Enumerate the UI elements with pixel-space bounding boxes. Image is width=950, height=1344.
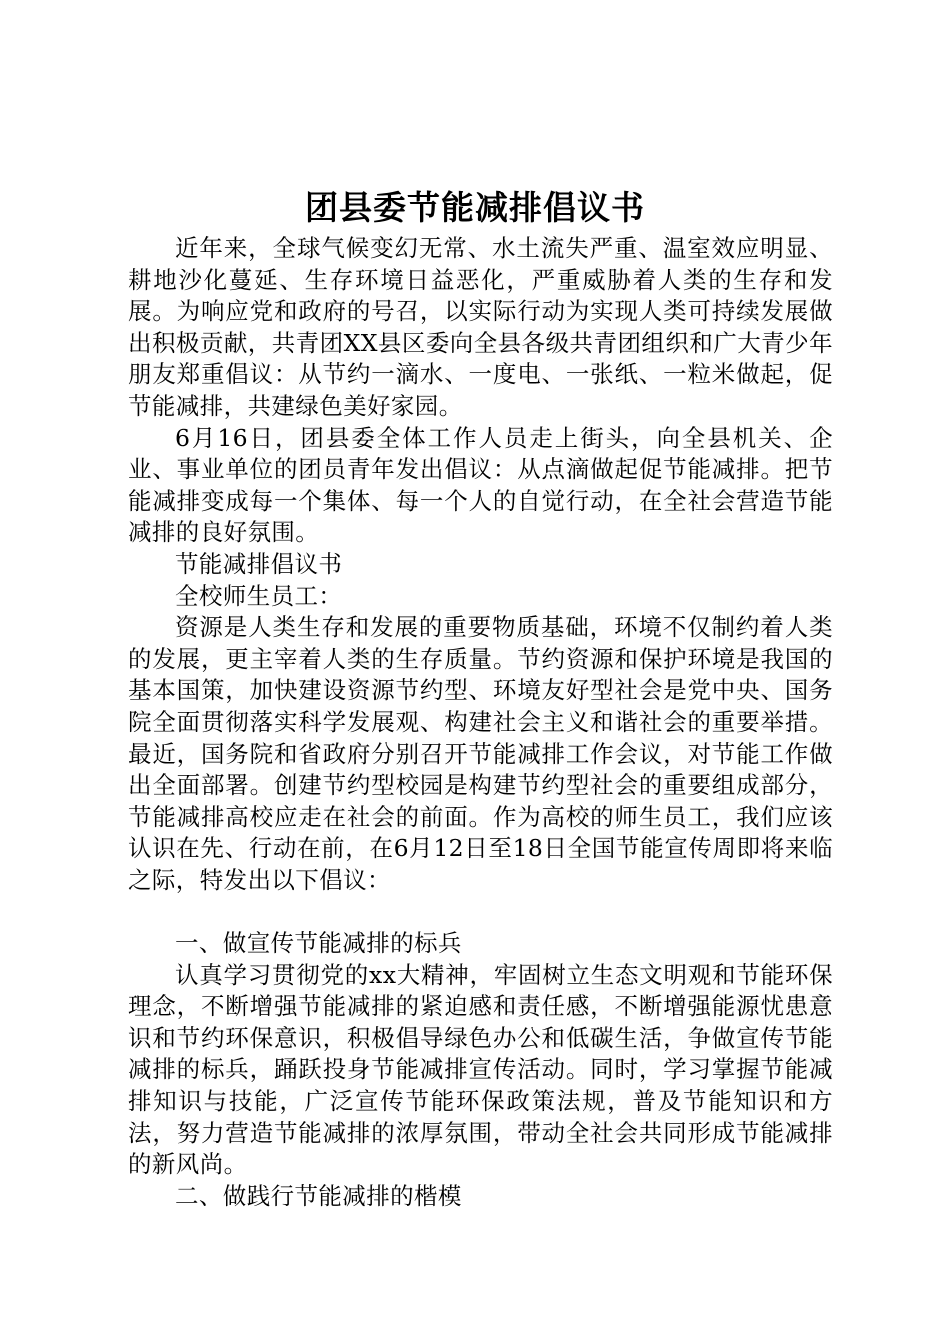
salutation: 全校师生员工： <box>175 581 343 610</box>
paragraph-event: 6月16日，团县委全体工作人员走上街头，向全县机关、企业、事业单位的团员青年发出倡议：从点滴做起促节能减排。把节能减排变成每一个集体、每一个人的自觉行动，在全社会营造节能减排的良好氛围。 <box>128 423 833 547</box>
blank-line <box>128 896 833 928</box>
paragraph-resources: 资源是人类生存和发展的重要物质基础，环境不仅制约着人类的发展，更主宰着人类的生存质量。节约资源和保护环境是我国的基本国策，加快建设资源节约型、环境友好型社会是党中央、国务院全面贯彻落实科学发展观、构建社会主义和谐社会的重要举措。最近，国务院和省政府分别召开节能减排工作会议，对节能工作做出全面部署。创建节约型校园是构建节约型社会的重要组成部分，节能减排高校应走在社会的前面。作为高校的师生员工，我们应该认识在先、行动在前，在6月12日至18日全国节能宣传周即将来临之际，特发出以下倡议： <box>128 613 833 894</box>
document-body <box>128 233 833 1212</box>
paragraph-item-1: 认真学习贯彻党的xx大精神，牢固树立生态文明观和节能环保理念，不断增强节能减排的紧迫感和责任感，不断增强能源忧患意识和节约环保意识，积极倡导绿色办公和低碳生活，争做宣传节能减排的标兵，踊跃投身节能减排宣传活动。同时，学习掌握节能减排知识与技能，广泛宣传节能环保政策法规，普及节能知识和方法，努力营造节能减排的浓厚氛围，带动全社会共同形成节能减排的新风尚。 <box>128 960 833 1179</box>
heading-item-2: 二、做践行节能减排的楷模 <box>175 1181 462 1210</box>
heading-item-1: 一、做宣传节能减排的标兵 <box>175 929 462 958</box>
paragraph-intro: 近年来，全球气候变幻无常、水土流失严重、温室效应明显、耕地沙化蔓延、生存环境日益恶化，严重威胁着人类的生存和发展。为响应党和政府的号召，以实际行动为实现人类可持续发展做出积极贡献，共青团XX县区委向全县各级共青团组织和广大青少年朋友郑重倡议：从节约一滴水、一度电、一张纸、一粒米做起，促节能减排，共建绿色美好家园。 <box>128 234 833 420</box>
section-heading: 节能减排倡议书 <box>175 549 343 578</box>
document-title: 团县委节能减排倡议书 <box>305 188 645 227</box>
